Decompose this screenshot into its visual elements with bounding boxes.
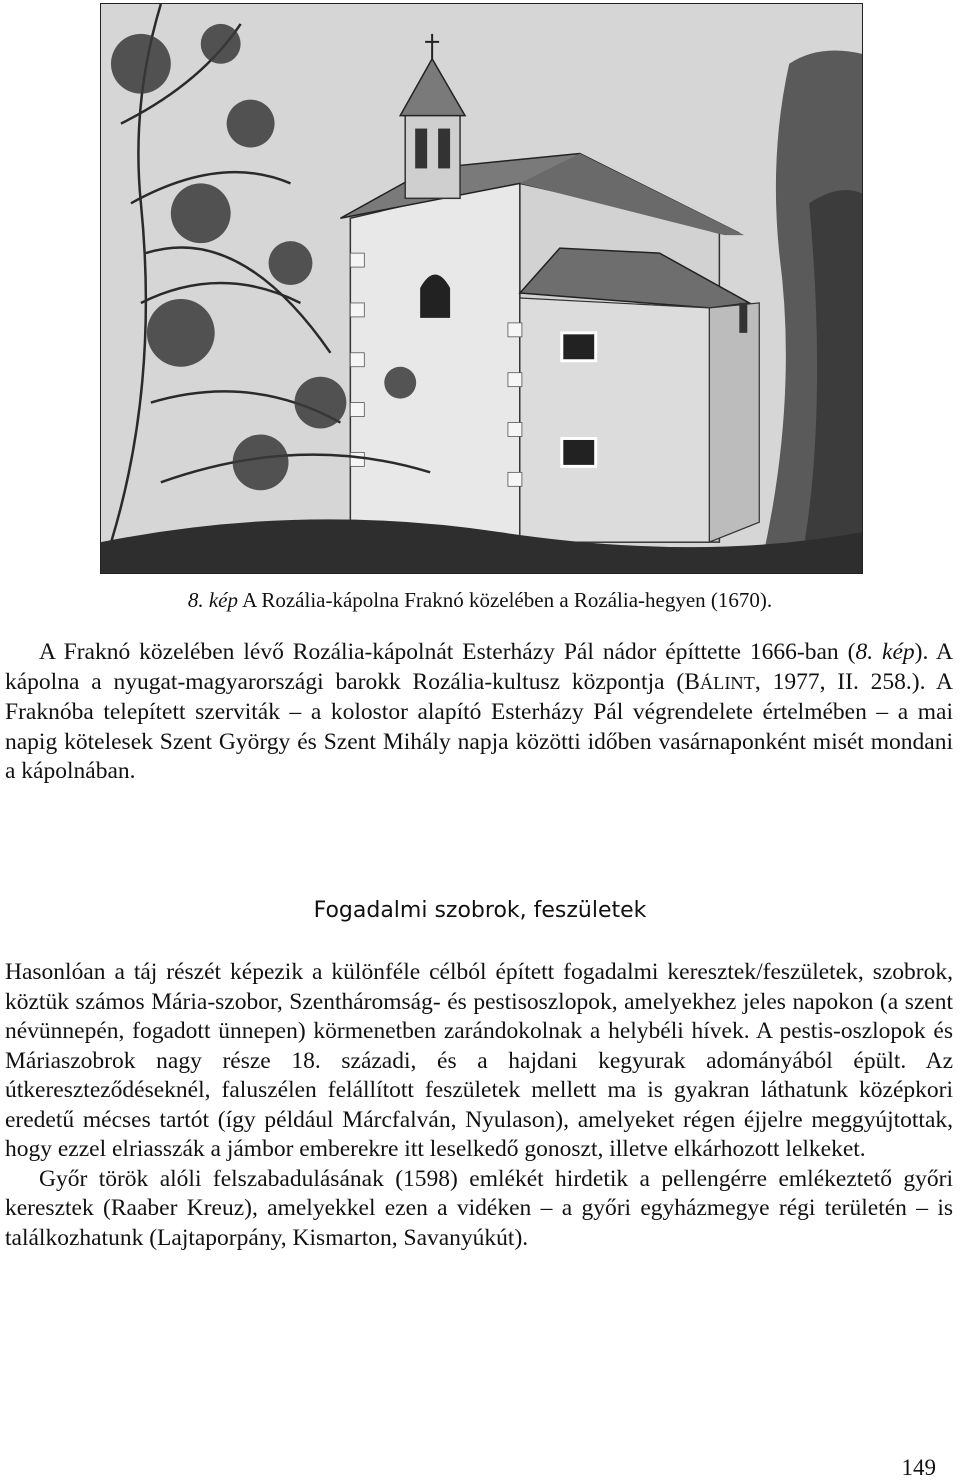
page-number: 149 [901,1455,936,1480]
author-smallcaps: ÁLINT [699,672,755,693]
paragraph-1 [5,638,953,787]
section-heading: Fogadalmi szobrok, feszületek [313,898,647,923]
para1-part3: , 1977, II. 258.). A Fraknóba telepített szerviták – a kolostor alapító Esterházy Pál végrendelete értelmében – a mai napig kötelesek Szent György és Szent Mihály napja közötti időben vasárnaponként misét mondani a kápolnában. [5,668,953,784]
chapel-photo [100,3,863,574]
para1-part1: A Fraknó közelében lévő Rozália-kápolnát Esterházy Pál nádor építtette 1666-ban ( [39,639,856,665]
paragraph-2: Hasonlóan a táj részét képezik a különféle célból épített fogadalmi keresztek/feszületek, szobrok, köztük számos Mária-szobor, Szentháromság- és pestisoszlopok, amelyekhez jeles napokon (a szent névünnepén, fogadott ünnepen) körmenetben zarándokolnak a helybéli hívek. A pestis-oszlopok és Máriaszobrok nagy része 18. századi, és a hajdani kegyurak adományából épült. Az útkereszteződéseknél, faluszélen felállított feszületek mellett ma is gyakran láthatunk középkori eredetű mécses tartót (így például Márcfalván, Nyulason), amelyeket régen éjjelre meggyújtottak, hogy ezzel elriasszák a jámbor emberekre itt leselkedő gonoszt, illetve elkárhozott lelkeket. [5,959,953,1162]
body-section [5,958,953,1253]
figure-caption [0,587,960,613]
paragraph-3: Győr török alóli felszabadulásának (1598) emlékét hirdetik a pellengérre emlékeztető győri keresztek (Raaber Kreuz), amelyekkel ezen a vidéken – a győri egyházmegye régi területén – is találkozhatunk (Lajtaporpány, Kismarton, Savanyúkút). [5,1165,953,1251]
figure-reference: 8. kép [855,639,915,665]
para1-part2: ). A kápolna a nyugat-magyarországi barokk Rozália-kultusz központja (B [5,639,953,695]
paragraph-1-text [5,638,953,787]
caption-label: 8. kép [187,588,238,612]
chapel-illustration [101,4,862,573]
caption-text: A Rozália-kápolna Fraknó közelében a Rozália-hegyen (1670). [238,588,773,612]
